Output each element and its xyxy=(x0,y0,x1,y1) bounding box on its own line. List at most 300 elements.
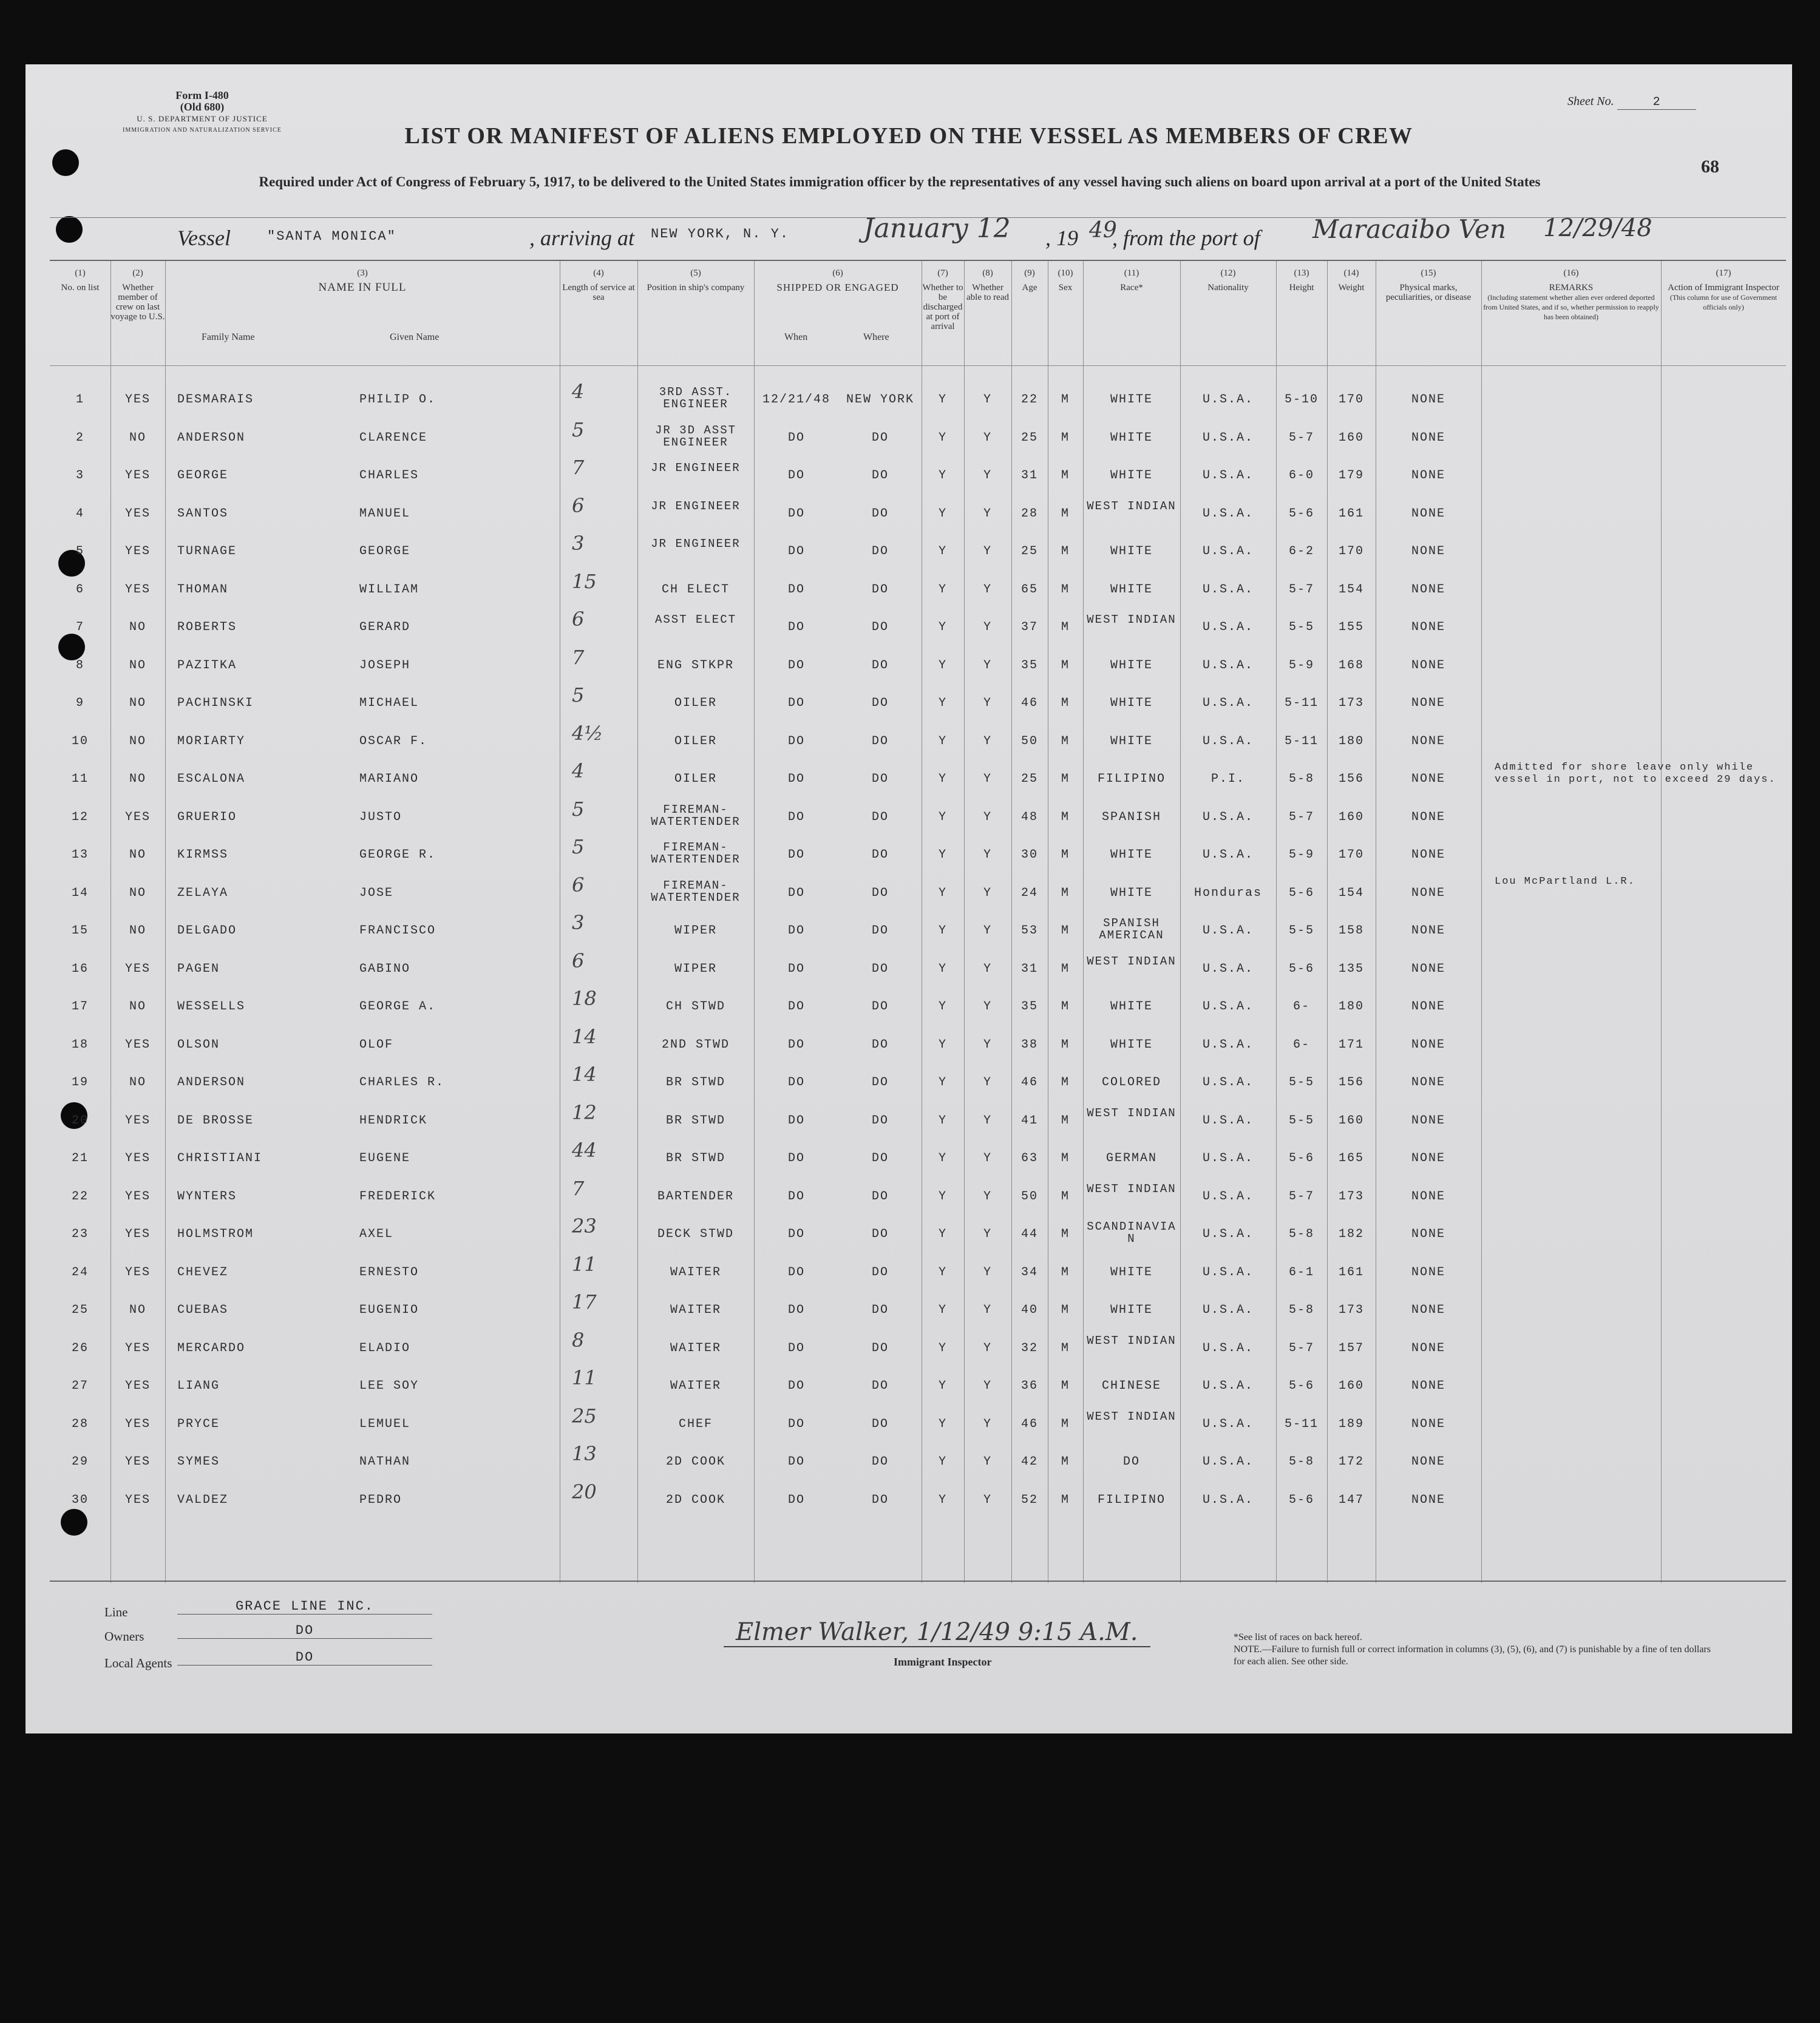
header-discharged: (7) Whether to be discharged at port of arrival xyxy=(922,268,963,331)
position: WAITER xyxy=(670,1303,721,1317)
header-read: (8) Whether able to read xyxy=(966,268,1009,302)
last-voyage: YES xyxy=(124,582,151,597)
from-port-label: , from the port of xyxy=(1112,226,1260,250)
header-no: (1) No. on list xyxy=(61,268,100,293)
physical-marks: NONE xyxy=(1411,620,1445,634)
race: WHITE xyxy=(1110,544,1153,558)
family-name: PRYCE xyxy=(177,1417,220,1431)
able-to-read: Y xyxy=(983,1417,992,1431)
physical-marks: NONE xyxy=(1411,1113,1445,1128)
age: 44 xyxy=(1020,1227,1038,1241)
age: 40 xyxy=(1020,1303,1038,1317)
family-name: ESCALONA xyxy=(177,772,246,786)
service-length: 6 xyxy=(572,493,585,517)
shipped-where: DO xyxy=(871,810,889,824)
owners-label: Owners xyxy=(104,1629,144,1644)
height: 5-5 xyxy=(1288,1113,1314,1128)
given-name: EUGENE xyxy=(359,1151,411,1165)
discharged: Y xyxy=(938,810,947,824)
service-length: 18 xyxy=(572,987,597,1010)
sex: M xyxy=(1061,1113,1070,1128)
discharged: Y xyxy=(938,1076,947,1089)
service-length: 14 xyxy=(572,1025,597,1048)
shipped-when: DO xyxy=(787,1227,805,1241)
physical-marks: NONE xyxy=(1411,1265,1445,1279)
height: 5-6 xyxy=(1288,1151,1314,1165)
given-name: ELADIO xyxy=(359,1341,411,1355)
race: WHITE xyxy=(1110,430,1153,445)
weight: 189 xyxy=(1338,1417,1364,1431)
requirement-statement: Required under Act of Congress of February 5, 1917, to be delivered to the United States immigration officer by the representatives of any vessel having such aliens on board upon arrival at a port of the United States xyxy=(259,174,1541,189)
family-name: PAGEN xyxy=(177,961,220,976)
sex: M xyxy=(1061,848,1070,862)
age: 35 xyxy=(1020,658,1038,673)
race: WHITE xyxy=(1110,393,1153,407)
able-to-read: Y xyxy=(983,848,992,862)
discharged: Y xyxy=(938,1379,947,1393)
agents-value: DO xyxy=(177,1650,432,1666)
shipped-where: DO xyxy=(871,1000,889,1014)
service-name: IMMIGRATION AND NATURALIZATION SERVICE xyxy=(123,127,282,134)
nationality: Honduras xyxy=(1194,886,1262,900)
able-to-read: Y xyxy=(983,1341,992,1355)
race: WHITE xyxy=(1110,1265,1153,1279)
physical-marks: NONE xyxy=(1411,1000,1445,1014)
nationality: U.S.A. xyxy=(1202,1417,1254,1431)
height: 5-7 xyxy=(1288,1189,1314,1204)
race: SCANDINAVIAN xyxy=(1087,1220,1177,1245)
arrival-year-prefix: , 19 xyxy=(1045,226,1078,250)
nationality: U.S.A. xyxy=(1202,544,1254,558)
weight: 165 xyxy=(1338,1151,1364,1165)
family-name: ZELAYA xyxy=(177,886,229,900)
sex: M xyxy=(1061,772,1070,786)
family-name: DESMARAIS xyxy=(177,393,254,407)
position: CH ELECT xyxy=(661,582,730,597)
sex: M xyxy=(1061,1341,1070,1355)
race: WHITE xyxy=(1110,734,1153,748)
physical-marks: NONE xyxy=(1411,924,1445,938)
height: 6-2 xyxy=(1288,544,1314,558)
race: WHITE xyxy=(1110,469,1153,483)
height: 5-9 xyxy=(1288,658,1314,673)
service-length: 7 xyxy=(572,645,585,669)
able-to-read: Y xyxy=(983,1113,992,1128)
given-name: MANUEL xyxy=(359,506,411,521)
row-number: 1 xyxy=(75,393,84,407)
row-number: 25 xyxy=(71,1303,89,1317)
position: DECK STWD xyxy=(657,1227,735,1241)
shipped-where: DO xyxy=(871,848,889,862)
row-number: 18 xyxy=(71,1037,89,1052)
last-voyage: NO xyxy=(129,430,146,445)
last-voyage: NO xyxy=(129,658,146,673)
weight: 147 xyxy=(1338,1493,1364,1507)
weight: 168 xyxy=(1338,658,1364,673)
weight: 173 xyxy=(1338,1189,1364,1204)
shipped-when: DO xyxy=(787,430,805,445)
row-number: 8 xyxy=(75,658,84,673)
header-height: (13) Height xyxy=(1289,268,1314,293)
sex: M xyxy=(1061,1037,1070,1052)
row-number: 19 xyxy=(71,1076,89,1089)
shipped-where: DO xyxy=(871,658,889,673)
position: WIPER xyxy=(674,961,717,976)
last-voyage: YES xyxy=(124,1379,151,1393)
inspector-label: Immigrant Inspector xyxy=(894,1656,992,1668)
race: GERMAN xyxy=(1105,1151,1157,1165)
height: 5-5 xyxy=(1288,1076,1314,1089)
able-to-read: Y xyxy=(983,961,992,976)
discharged: Y xyxy=(938,1113,947,1128)
race: WHITE xyxy=(1110,886,1153,900)
given-name: OSCAR F. xyxy=(359,734,428,748)
able-to-read: Y xyxy=(983,620,992,634)
nationality: U.S.A. xyxy=(1202,620,1254,634)
shipped-where: DO xyxy=(871,1076,889,1089)
service-length: 6 xyxy=(572,873,585,896)
physical-marks: NONE xyxy=(1411,1076,1445,1089)
position: 2D COOK xyxy=(665,1493,725,1507)
age: 52 xyxy=(1020,1493,1038,1507)
able-to-read: Y xyxy=(983,1037,992,1052)
sex: M xyxy=(1061,1493,1070,1507)
header-weight: (14) Weight xyxy=(1338,268,1365,293)
age: 35 xyxy=(1020,1000,1038,1014)
nationality: U.S.A. xyxy=(1202,469,1254,483)
height: 5-6 xyxy=(1288,961,1314,976)
height: 5-7 xyxy=(1288,430,1314,445)
service-length: 7 xyxy=(572,1176,585,1200)
header-sex: (10) Sex xyxy=(1058,268,1073,293)
given-name: PHILIP O. xyxy=(359,393,436,407)
service-length: 17 xyxy=(572,1290,597,1313)
row-number: 30 xyxy=(71,1493,89,1507)
nationality: U.S.A. xyxy=(1202,1303,1254,1317)
last-voyage: YES xyxy=(124,544,151,558)
age: 25 xyxy=(1020,544,1038,558)
position: JR ENGINEER xyxy=(651,461,741,475)
position: BR STWD xyxy=(665,1113,725,1128)
nationality: U.S.A. xyxy=(1202,1113,1254,1128)
sex: M xyxy=(1061,886,1070,900)
last-voyage: NO xyxy=(129,696,146,710)
sheet-number xyxy=(1567,95,1696,110)
weight: 172 xyxy=(1338,1455,1364,1469)
family-name: LIANG xyxy=(177,1379,220,1393)
height: 5-6 xyxy=(1288,506,1314,521)
shipped-where: NEW YORK xyxy=(846,393,914,407)
position: ENG STKPR xyxy=(657,658,735,673)
able-to-read: Y xyxy=(983,582,992,597)
nationality: U.S.A. xyxy=(1202,393,1254,407)
height: 5-8 xyxy=(1288,1303,1314,1317)
position: OILER xyxy=(674,734,717,748)
given-name: GEORGE xyxy=(359,544,411,558)
row-number: 5 xyxy=(75,544,84,558)
weight: 135 xyxy=(1338,961,1364,976)
discharged: Y xyxy=(938,1000,947,1014)
physical-marks: NONE xyxy=(1411,1379,1445,1393)
able-to-read: Y xyxy=(983,696,992,710)
given-name: JOSE xyxy=(359,886,394,900)
shipped-where: DO xyxy=(871,1037,889,1052)
shipped-when: DO xyxy=(787,810,805,824)
row-number: 11 xyxy=(71,772,89,786)
header-last-voyage: (2) Whether member of crew on last voyage to U.S. xyxy=(110,268,165,322)
age: 36 xyxy=(1020,1379,1038,1393)
shipped-where: DO xyxy=(871,886,889,900)
discharged: Y xyxy=(938,1303,947,1317)
position: WAITER xyxy=(670,1265,721,1279)
height: 6- xyxy=(1292,1037,1310,1052)
age: 42 xyxy=(1020,1455,1038,1469)
given-name: AXEL xyxy=(359,1227,394,1241)
discharged: Y xyxy=(938,620,947,634)
shipped-when: DO xyxy=(787,1417,805,1431)
weight: 155 xyxy=(1338,620,1364,634)
race: WEST INDIAN xyxy=(1087,499,1177,513)
race: WHITE xyxy=(1110,658,1153,673)
sex: M xyxy=(1061,1455,1070,1469)
race: WEST INDIAN xyxy=(1087,1182,1177,1196)
nationality: U.S.A. xyxy=(1202,1265,1254,1279)
given-name: WILLIAM xyxy=(359,582,419,597)
sex: M xyxy=(1061,1303,1070,1317)
given-name: GEORGE R. xyxy=(359,848,436,862)
race: WHITE xyxy=(1110,696,1153,710)
sex: M xyxy=(1061,544,1070,558)
shipped-where: DO xyxy=(871,772,889,786)
given-name: MARIANO xyxy=(359,772,419,786)
weight: 180 xyxy=(1338,1000,1364,1014)
family-name: CHEVEZ xyxy=(177,1265,229,1279)
row-number: 3 xyxy=(75,469,84,483)
family-name: GEORGE xyxy=(177,469,229,483)
shipped-where: DO xyxy=(871,1379,889,1393)
shipped-when: DO xyxy=(787,620,805,634)
age: 63 xyxy=(1020,1151,1038,1165)
able-to-read: Y xyxy=(983,1151,992,1165)
header-nationality: (12) Nationality xyxy=(1207,268,1249,293)
last-voyage: NO xyxy=(129,1076,146,1089)
physical-marks: NONE xyxy=(1411,848,1445,862)
vessel-info xyxy=(50,213,1786,250)
age: 46 xyxy=(1020,696,1038,710)
family-name: VALDEZ xyxy=(177,1493,229,1507)
position: 3RD ASST. ENGINEER xyxy=(659,385,733,411)
service-length: 3 xyxy=(572,532,585,555)
punch-hole xyxy=(52,149,79,176)
weight: 170 xyxy=(1338,848,1364,862)
row-number: 4 xyxy=(75,506,84,521)
nationality: U.S.A. xyxy=(1202,924,1254,938)
nationality: U.S.A. xyxy=(1202,1000,1254,1014)
race: WHITE xyxy=(1110,1000,1153,1014)
shipped-when: DO xyxy=(787,1076,805,1089)
shipped-when: DO xyxy=(787,1455,805,1469)
age: 65 xyxy=(1020,582,1038,597)
shipped-when: DO xyxy=(787,582,805,597)
age: 31 xyxy=(1020,961,1038,976)
family-name: DE BROSSE xyxy=(177,1113,254,1128)
discharged: Y xyxy=(938,1417,947,1431)
shipped-where: DO xyxy=(871,430,889,445)
family-name: OLSON xyxy=(177,1037,220,1052)
last-voyage: YES xyxy=(124,1151,151,1165)
physical-marks: NONE xyxy=(1411,1455,1445,1469)
position: CH STWD xyxy=(665,1000,725,1014)
race: WEST INDIAN xyxy=(1087,954,1177,968)
height: 6-0 xyxy=(1288,469,1314,483)
nationality: U.S.A. xyxy=(1202,848,1254,862)
service-length: 12 xyxy=(572,1100,597,1124)
physical-marks: NONE xyxy=(1411,886,1445,900)
last-voyage: YES xyxy=(124,1341,151,1355)
header-age: (9) Age xyxy=(1022,268,1037,293)
row-number: 23 xyxy=(71,1227,89,1241)
weight: 158 xyxy=(1338,924,1364,938)
position: ASST ELECT xyxy=(654,613,737,626)
position: WIPER xyxy=(674,924,717,938)
last-voyage: YES xyxy=(124,1113,151,1128)
discharged: Y xyxy=(938,544,947,558)
given-name: OLOF xyxy=(359,1037,394,1052)
weight: 154 xyxy=(1338,886,1364,900)
nationality: U.S.A. xyxy=(1202,1455,1254,1469)
service-length: 4½ xyxy=(572,721,603,745)
physical-marks: NONE xyxy=(1411,469,1445,483)
header-position: (5) Position in ship's company xyxy=(647,268,745,293)
race: SPANISH xyxy=(1101,810,1161,824)
page-number: 68 xyxy=(1701,157,1719,177)
race: WEST INDIAN xyxy=(1087,1106,1177,1120)
nationality: U.S.A. xyxy=(1202,1151,1254,1165)
physical-marks: NONE xyxy=(1411,658,1445,673)
family-name: WESSELLS xyxy=(177,1000,246,1014)
weight: 170 xyxy=(1338,544,1364,558)
position: BR STWD xyxy=(665,1076,725,1089)
row-number: 17 xyxy=(71,1000,89,1014)
given-name: ERNESTO xyxy=(359,1265,419,1279)
family-name: PAZITKA xyxy=(177,658,237,673)
shipped-when: DO xyxy=(787,696,805,710)
sex: M xyxy=(1061,1379,1070,1393)
position: CHEF xyxy=(678,1417,713,1431)
weight: 160 xyxy=(1338,1113,1364,1128)
service-length: 6 xyxy=(572,949,585,972)
row-number: 13 xyxy=(71,848,89,862)
shipped-when: DO xyxy=(787,1037,805,1052)
sex: M xyxy=(1061,469,1070,483)
able-to-read: Y xyxy=(983,1189,992,1204)
nationality: U.S.A. xyxy=(1202,1189,1254,1204)
last-voyage: YES xyxy=(124,1455,151,1469)
shipped-where: DO xyxy=(871,1341,889,1355)
last-voyage: YES xyxy=(124,961,151,976)
shipped-when: DO xyxy=(787,772,805,786)
service-length: 25 xyxy=(572,1404,597,1428)
shipped-where: DO xyxy=(871,1227,889,1241)
footer-notes xyxy=(1234,1632,1719,1668)
service-length: 7 xyxy=(572,456,585,479)
nationality: U.S.A. xyxy=(1202,1379,1254,1393)
row-number: 26 xyxy=(71,1341,89,1355)
age: 25 xyxy=(1020,772,1038,786)
shipped-where: DO xyxy=(871,1151,889,1165)
position: WAITER xyxy=(670,1379,721,1393)
department: U. S. DEPARTMENT OF JUSTICE xyxy=(137,114,268,123)
age: 53 xyxy=(1020,924,1038,938)
race: COLORED xyxy=(1101,1076,1161,1089)
nationality: U.S.A. xyxy=(1202,810,1254,824)
sex: M xyxy=(1061,1189,1070,1204)
agents-label: Local Agents xyxy=(104,1656,172,1670)
shipped-when: DO xyxy=(787,1151,805,1165)
physical-marks: NONE xyxy=(1411,430,1445,445)
service-length: 20 xyxy=(572,1480,597,1503)
sex: M xyxy=(1061,1151,1070,1165)
age: 31 xyxy=(1020,469,1038,483)
position: 2ND STWD xyxy=(661,1037,730,1052)
height: 5-11 xyxy=(1284,1417,1319,1431)
height: 5-9 xyxy=(1288,848,1314,862)
family-name: KIRMSS xyxy=(177,848,229,862)
family-name: ANDERSON xyxy=(177,430,246,445)
physical-marks: NONE xyxy=(1411,810,1445,824)
shipped-when: DO xyxy=(787,1000,805,1014)
discharged: Y xyxy=(938,924,947,938)
physical-marks: NONE xyxy=(1411,544,1445,558)
arriving-port: NEW YORK, N. Y. xyxy=(651,226,790,242)
shipped-where: DO xyxy=(871,924,889,938)
position: BARTENDER xyxy=(657,1189,735,1204)
sex: M xyxy=(1061,1000,1070,1014)
race: WHITE xyxy=(1110,582,1153,597)
remark: Admitted for shore leave only while vessel in port, not to exceed 29 days. xyxy=(1495,762,1776,785)
service-length: 5 xyxy=(572,835,585,858)
discharged: Y xyxy=(938,582,947,597)
race: FILIPINO xyxy=(1097,772,1166,786)
height: 5-10 xyxy=(1284,393,1319,407)
weight: 156 xyxy=(1338,1076,1364,1089)
family-name: GRUERIO xyxy=(177,810,237,824)
nationality: U.S.A. xyxy=(1202,658,1254,673)
physical-marks: NONE xyxy=(1411,1417,1445,1431)
family-name: MERCARDO xyxy=(177,1341,246,1355)
age: 50 xyxy=(1020,734,1038,748)
position: JR 3D ASST ENGINEER xyxy=(654,423,737,449)
position: JR ENGINEER xyxy=(651,499,741,513)
sex: M xyxy=(1061,810,1070,824)
nationality: U.S.A. xyxy=(1202,1076,1254,1089)
given-name: MICHAEL xyxy=(359,696,419,710)
age: 32 xyxy=(1020,1341,1038,1355)
arriving-label: , arriving at xyxy=(529,226,635,250)
shipped-when: DO xyxy=(787,544,805,558)
weight: 161 xyxy=(1338,506,1364,521)
sex: M xyxy=(1061,620,1070,634)
shipped-when: DO xyxy=(787,1189,805,1204)
height: 5-7 xyxy=(1288,582,1314,597)
discharged: Y xyxy=(938,1493,947,1507)
discharged: Y xyxy=(938,1455,947,1469)
last-voyage: NO xyxy=(129,772,146,786)
discharged: Y xyxy=(938,1151,947,1165)
row-number: 2 xyxy=(75,430,84,445)
position: OILER xyxy=(674,696,717,710)
position: WAITER xyxy=(670,1341,721,1355)
